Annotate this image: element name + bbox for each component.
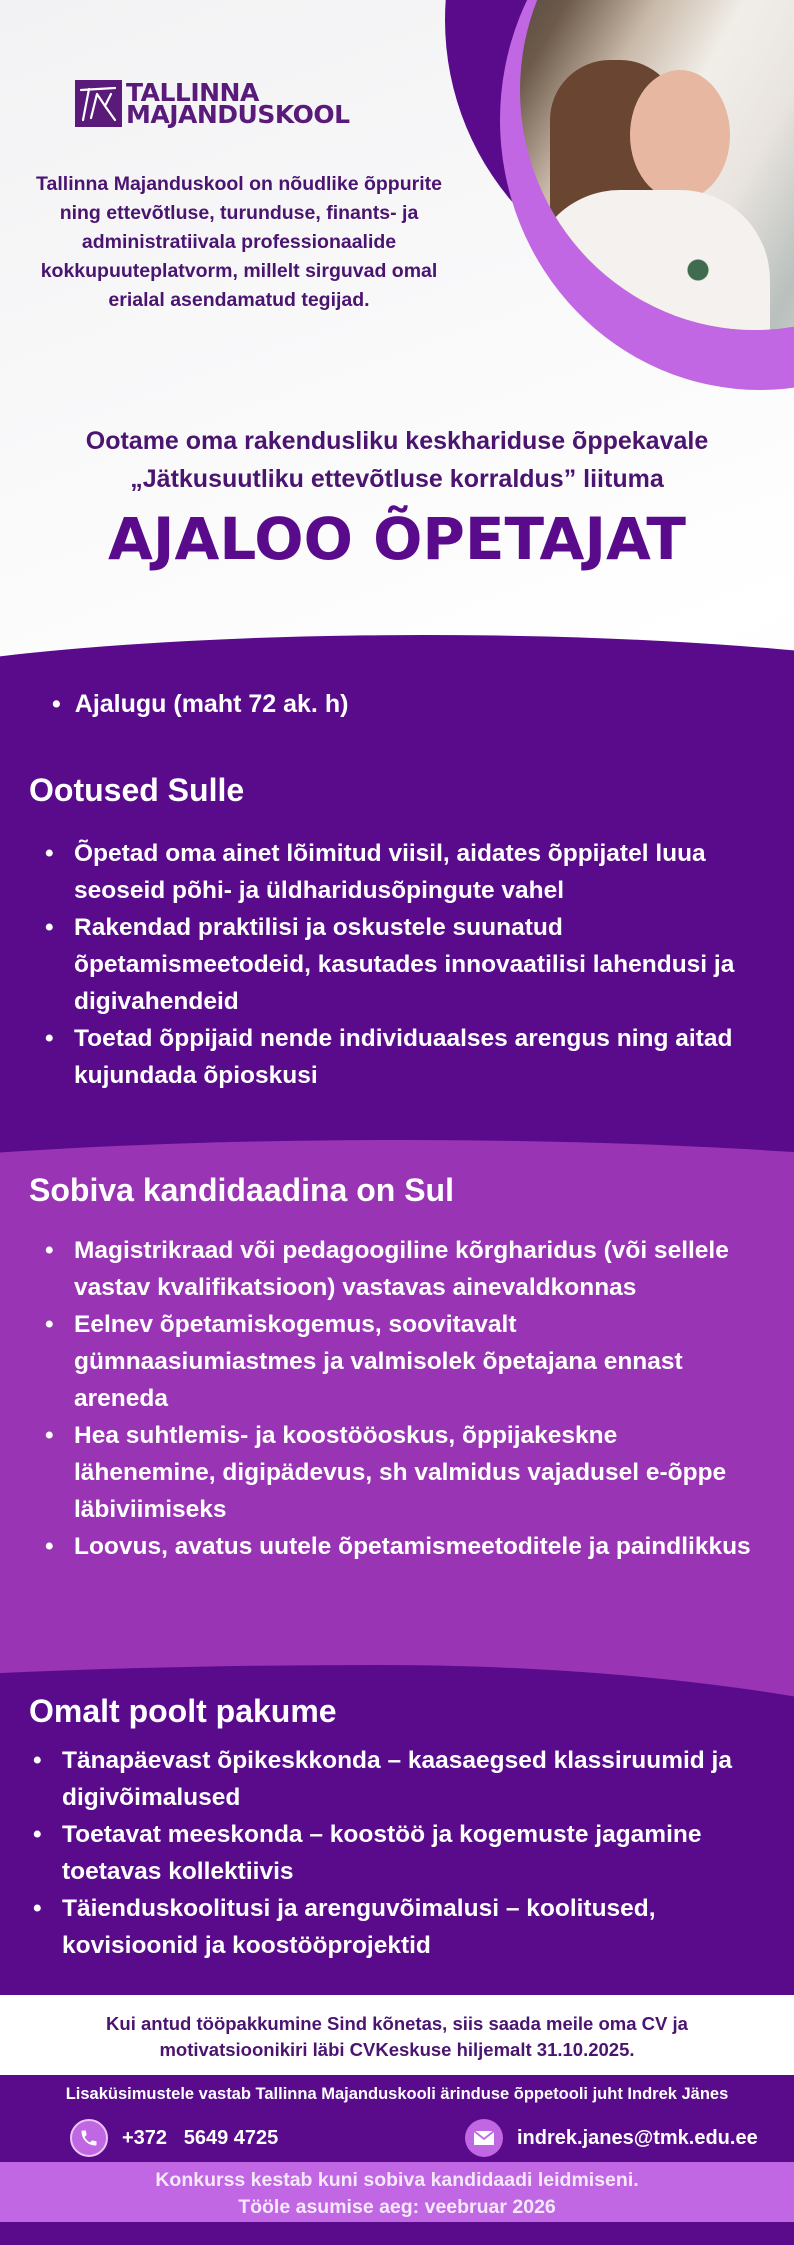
section-title-offer: Omalt poolt pakume	[29, 1693, 337, 1729]
list-item: • Toetad õppijaid nende individuaalses arengus ning aitad kujundada õpioskusi	[45, 1020, 765, 1094]
application-call-to-action	[0, 1995, 794, 2075]
contact-note: Lisaküsimustele vastab Tallinna Majanduskooli ärinduse õppetooli juht Indrek Jänes	[65, 2085, 729, 2103]
logo-line-1: TALLINNA	[126, 77, 259, 107]
envelope-icon	[465, 2119, 503, 2157]
teacher-photo	[520, 0, 794, 330]
footer-line-1: Konkurss kestab kuni sobiva kandidaadi leidmiseni.	[155, 2169, 639, 2191]
list-item: • Loovus, avatus uutele õpetamismeetoditele ja paindlikkus	[45, 1528, 765, 1565]
school-logo	[75, 77, 350, 129]
phone-icon	[70, 2119, 108, 2157]
logo-line-2: MAJANDUSKOOL	[126, 99, 350, 129]
subject-list	[52, 690, 348, 719]
footer-bottom-strip	[0, 2222, 794, 2245]
phone-number[interactable]: +372 5649 4725	[122, 2126, 279, 2149]
email-address[interactable]: indrek.janes@tmk.edu.ee	[517, 2126, 758, 2149]
list-item: • Õpetad oma ainet lõimitud viisil, aidates õppijatel luua seoseid põhi- ja üldharidusõpingute vahel	[45, 835, 765, 909]
list-item: • Toetavat meeskonda – koostöö ja kogemuste jagamine toetavas kollektiivis	[33, 1816, 763, 1890]
list-item: • Rakendad praktilisi ja oskustele suunatud õpetamismeetodeid, kasutades innovaatilisi lahendusi ja digivahendeid	[45, 909, 765, 1020]
section-title-requirements: Sobiva kandidaadina on Sul	[29, 1172, 454, 1208]
footer-line-2: Tööle asumise aeg: veebruar 2026	[238, 2196, 556, 2218]
footer-notice	[0, 2162, 794, 2222]
subject-item: • Ajalugu (maht 72 ak. h)	[52, 690, 348, 719]
logo-wordmark	[126, 77, 350, 129]
job-title: AJALOO ÕPETAJAT	[108, 505, 686, 573]
list-item: • Magistrikraad või pedagoogiline kõrgharidus (või sellele vastav kvalifikatsioon) vastavas ainevaldkonnas	[45, 1232, 765, 1306]
tmk-logo-icon	[75, 80, 122, 127]
offer-list	[33, 1742, 763, 1964]
list-item: • Hea suhtlemis- ja koostööoskus, õppijakeskne lähenemine, digipädevus, sh valmidus vajadusel e-õppe läbiviimiseks	[45, 1417, 765, 1528]
section-title-expectations: Ootused Sulle	[29, 772, 245, 808]
phone-contact[interactable]	[70, 2119, 278, 2157]
expectations-list	[45, 835, 765, 1094]
headline-line-1: Ootame oma rakendusliku keskhariduse õppekavale	[85, 427, 709, 455]
headline-line-2: „Jätkusuutliku ettevõtluse korraldus” liituma	[130, 465, 664, 493]
contact-bar	[0, 2075, 794, 2162]
cta-line-1: Kui antud tööpakkumine Sind kõnetas, siis saada meile oma CV ja	[106, 2013, 688, 2034]
requirements-list	[45, 1232, 765, 1565]
email-contact[interactable]	[465, 2119, 758, 2157]
photo-shirt	[530, 190, 770, 330]
list-item: • Eelnev õpetamiskogemus, soovitavalt gümnaasiumiastmes ja valmisolek õpetajana ennast areneda	[45, 1306, 765, 1417]
headline	[0, 422, 794, 498]
cta-line-2: motivatsioonikiri läbi CVKeskuse hiljemalt 31.10.2025.	[159, 2039, 635, 2060]
intro-text: Tallinna Majanduskool on nõudlike õppurite ning ettevõtluse, turunduse, finants- ja administratiivala professionaalide kokkupuuteplatvorm, millelt sirguvad omal erialal asendamatud tegijad.	[36, 173, 442, 311]
photo-face	[630, 70, 730, 200]
list-item: • Tänapäevast õpikeskkonda – kaasaegsed klassiruumid ja digivõimalused	[33, 1742, 763, 1816]
list-item: • Täienduskoolitusi ja arenguvõimalusi – koolitused, kovisioonid ja koostööprojektid	[33, 1890, 763, 1964]
